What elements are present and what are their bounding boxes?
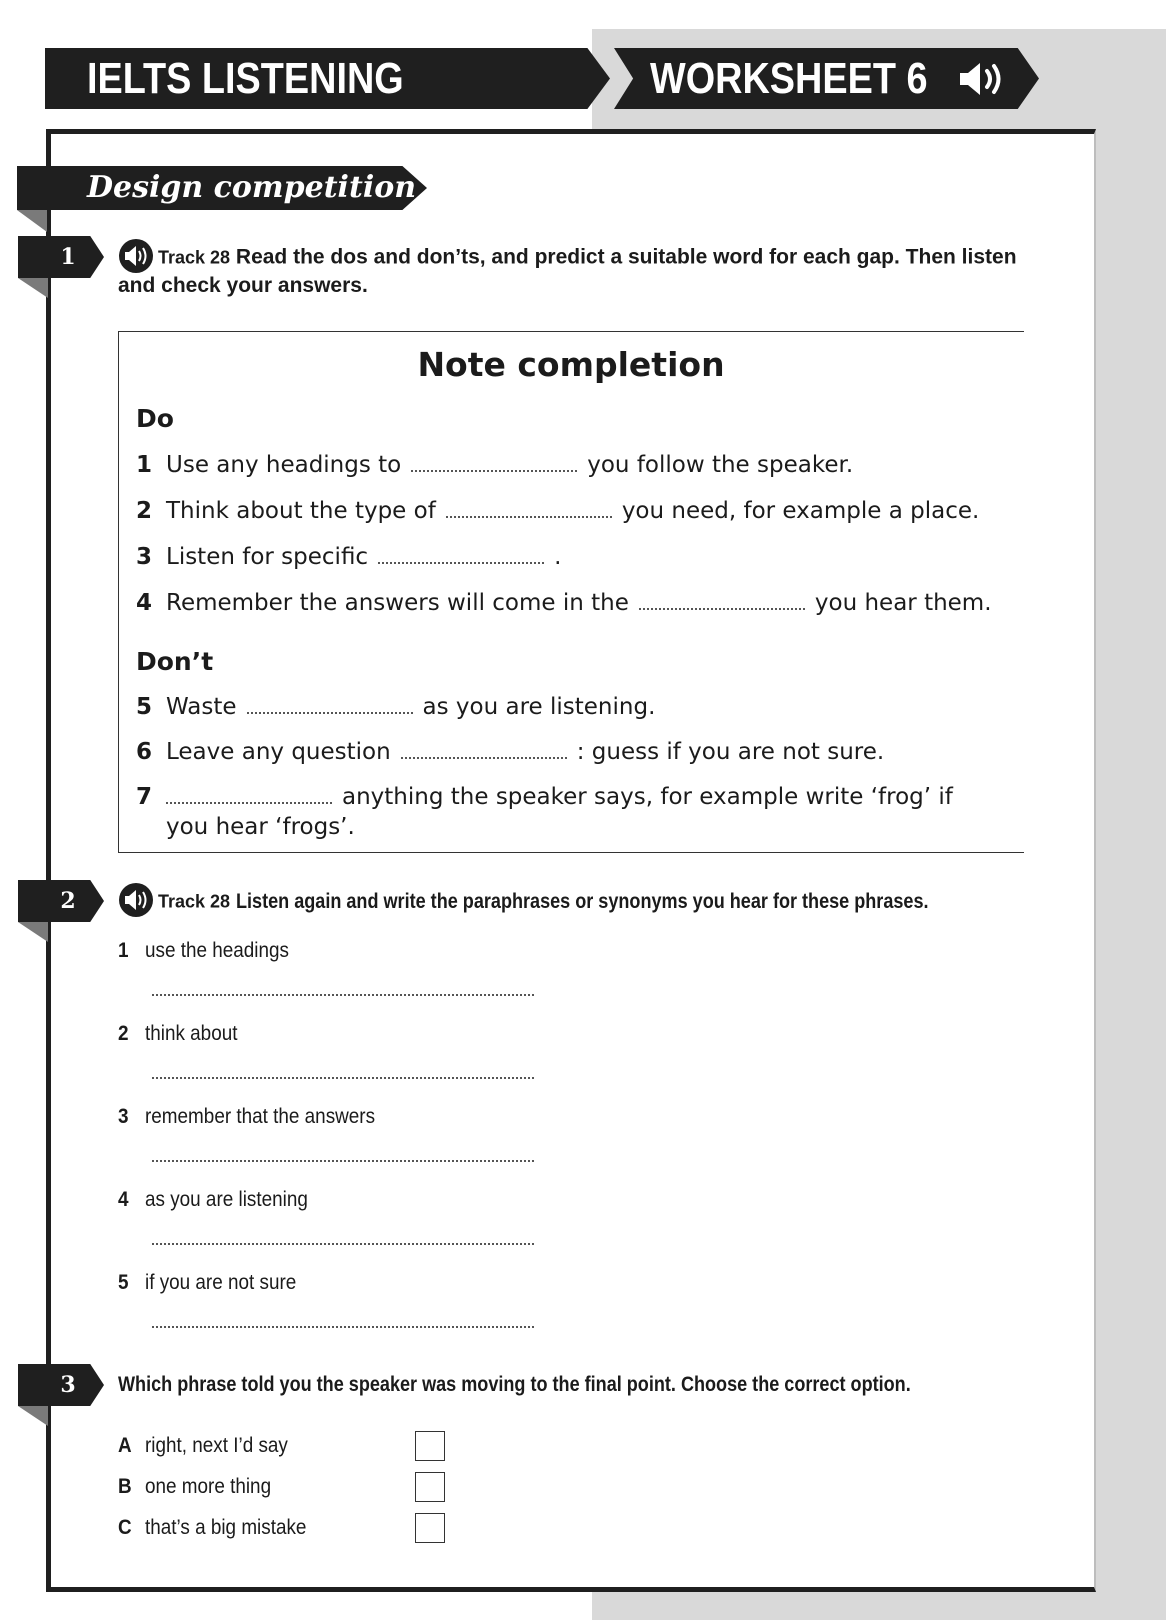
- note-item: 6 Leave any question : guess if you are not sure.: [136, 739, 885, 765]
- section-title: Design competition: [87, 170, 417, 205]
- header-title: IELTS LISTENING: [87, 54, 404, 103]
- phrase-item: 2 think about: [118, 1022, 238, 1045]
- note-item: 3 Listen for specific .: [136, 544, 562, 570]
- option-b-checkbox[interactable]: [415, 1472, 445, 1502]
- answer-line[interactable]: [152, 1326, 534, 1328]
- badge-fold: [18, 922, 48, 942]
- worksheet-label: WORKSHEET 6: [650, 54, 928, 103]
- answer-gap[interactable]: [411, 456, 577, 472]
- task2-instruction: [118, 884, 1058, 920]
- phrase-item: 5 if you are not sure: [118, 1271, 297, 1294]
- answer-line[interactable]: [152, 1160, 534, 1162]
- phrase-item: 1 use the headings: [118, 939, 289, 962]
- note-item-continuation: you hear ‘frogs’.: [166, 814, 355, 840]
- option-a-checkbox[interactable]: [415, 1431, 445, 1461]
- instruction-text: Listen again and write the paraphrases or synonyms you hear for these phrases.: [235, 889, 929, 913]
- task3-instruction: Which phrase told you the speaker was moving to the final point. Choose the correct option.: [118, 1373, 911, 1396]
- speaker-icon: [956, 60, 1008, 98]
- option-item: B one more thing: [118, 1475, 272, 1498]
- phrase-item: 4 as you are listening: [118, 1188, 308, 1211]
- badge-fold: [18, 1406, 48, 1426]
- answer-gap[interactable]: [446, 502, 612, 518]
- note-item: 5 Waste as you are listening.: [136, 694, 656, 720]
- option-item: C that’s a big mistake: [118, 1516, 307, 1539]
- answer-gap[interactable]: [639, 594, 805, 610]
- audio-track-icon[interactable]: [118, 238, 154, 274]
- note-item: 2 Think about the type of you need, for example a place.: [136, 498, 980, 524]
- answer-gap[interactable]: [166, 788, 332, 804]
- task-number: 3: [60, 1372, 76, 1398]
- track-label: Track 28: [158, 891, 231, 912]
- note-item: 1 Use any headings to you follow the speaker.: [136, 452, 854, 478]
- answer-gap[interactable]: [401, 743, 567, 759]
- dont-heading: Don’t: [136, 647, 214, 676]
- task-number: 2: [60, 888, 76, 914]
- note-item: 4 Remember the answers will come in the you hear them.: [136, 590, 992, 616]
- option-item: A right, next I’d say: [118, 1434, 288, 1457]
- task-number: 1: [60, 244, 76, 270]
- answer-gap[interactable]: [378, 548, 544, 564]
- track-label: Track 28: [158, 247, 231, 268]
- note-title: Note completion: [417, 345, 725, 384]
- ribbon-fold: [17, 210, 47, 232]
- answer-gap[interactable]: [247, 698, 413, 714]
- do-heading: Do: [136, 404, 174, 433]
- phrase-item: 3 remember that the answers: [118, 1105, 376, 1128]
- note-item: 7 anything the speaker says, for example write ‘frog’ if: [136, 784, 953, 810]
- answer-line[interactable]: [152, 1077, 534, 1079]
- option-c-checkbox[interactable]: [415, 1513, 445, 1543]
- answer-line[interactable]: [152, 1243, 534, 1245]
- badge-fold: [18, 278, 48, 298]
- audio-track-icon[interactable]: [118, 882, 154, 918]
- task1-instruction-line2: and check your answers.: [118, 274, 368, 297]
- instruction-text: Read the dos and don’ts, and predict a suitable word for each gap. Then listen: [235, 245, 1017, 269]
- answer-line[interactable]: [152, 994, 534, 996]
